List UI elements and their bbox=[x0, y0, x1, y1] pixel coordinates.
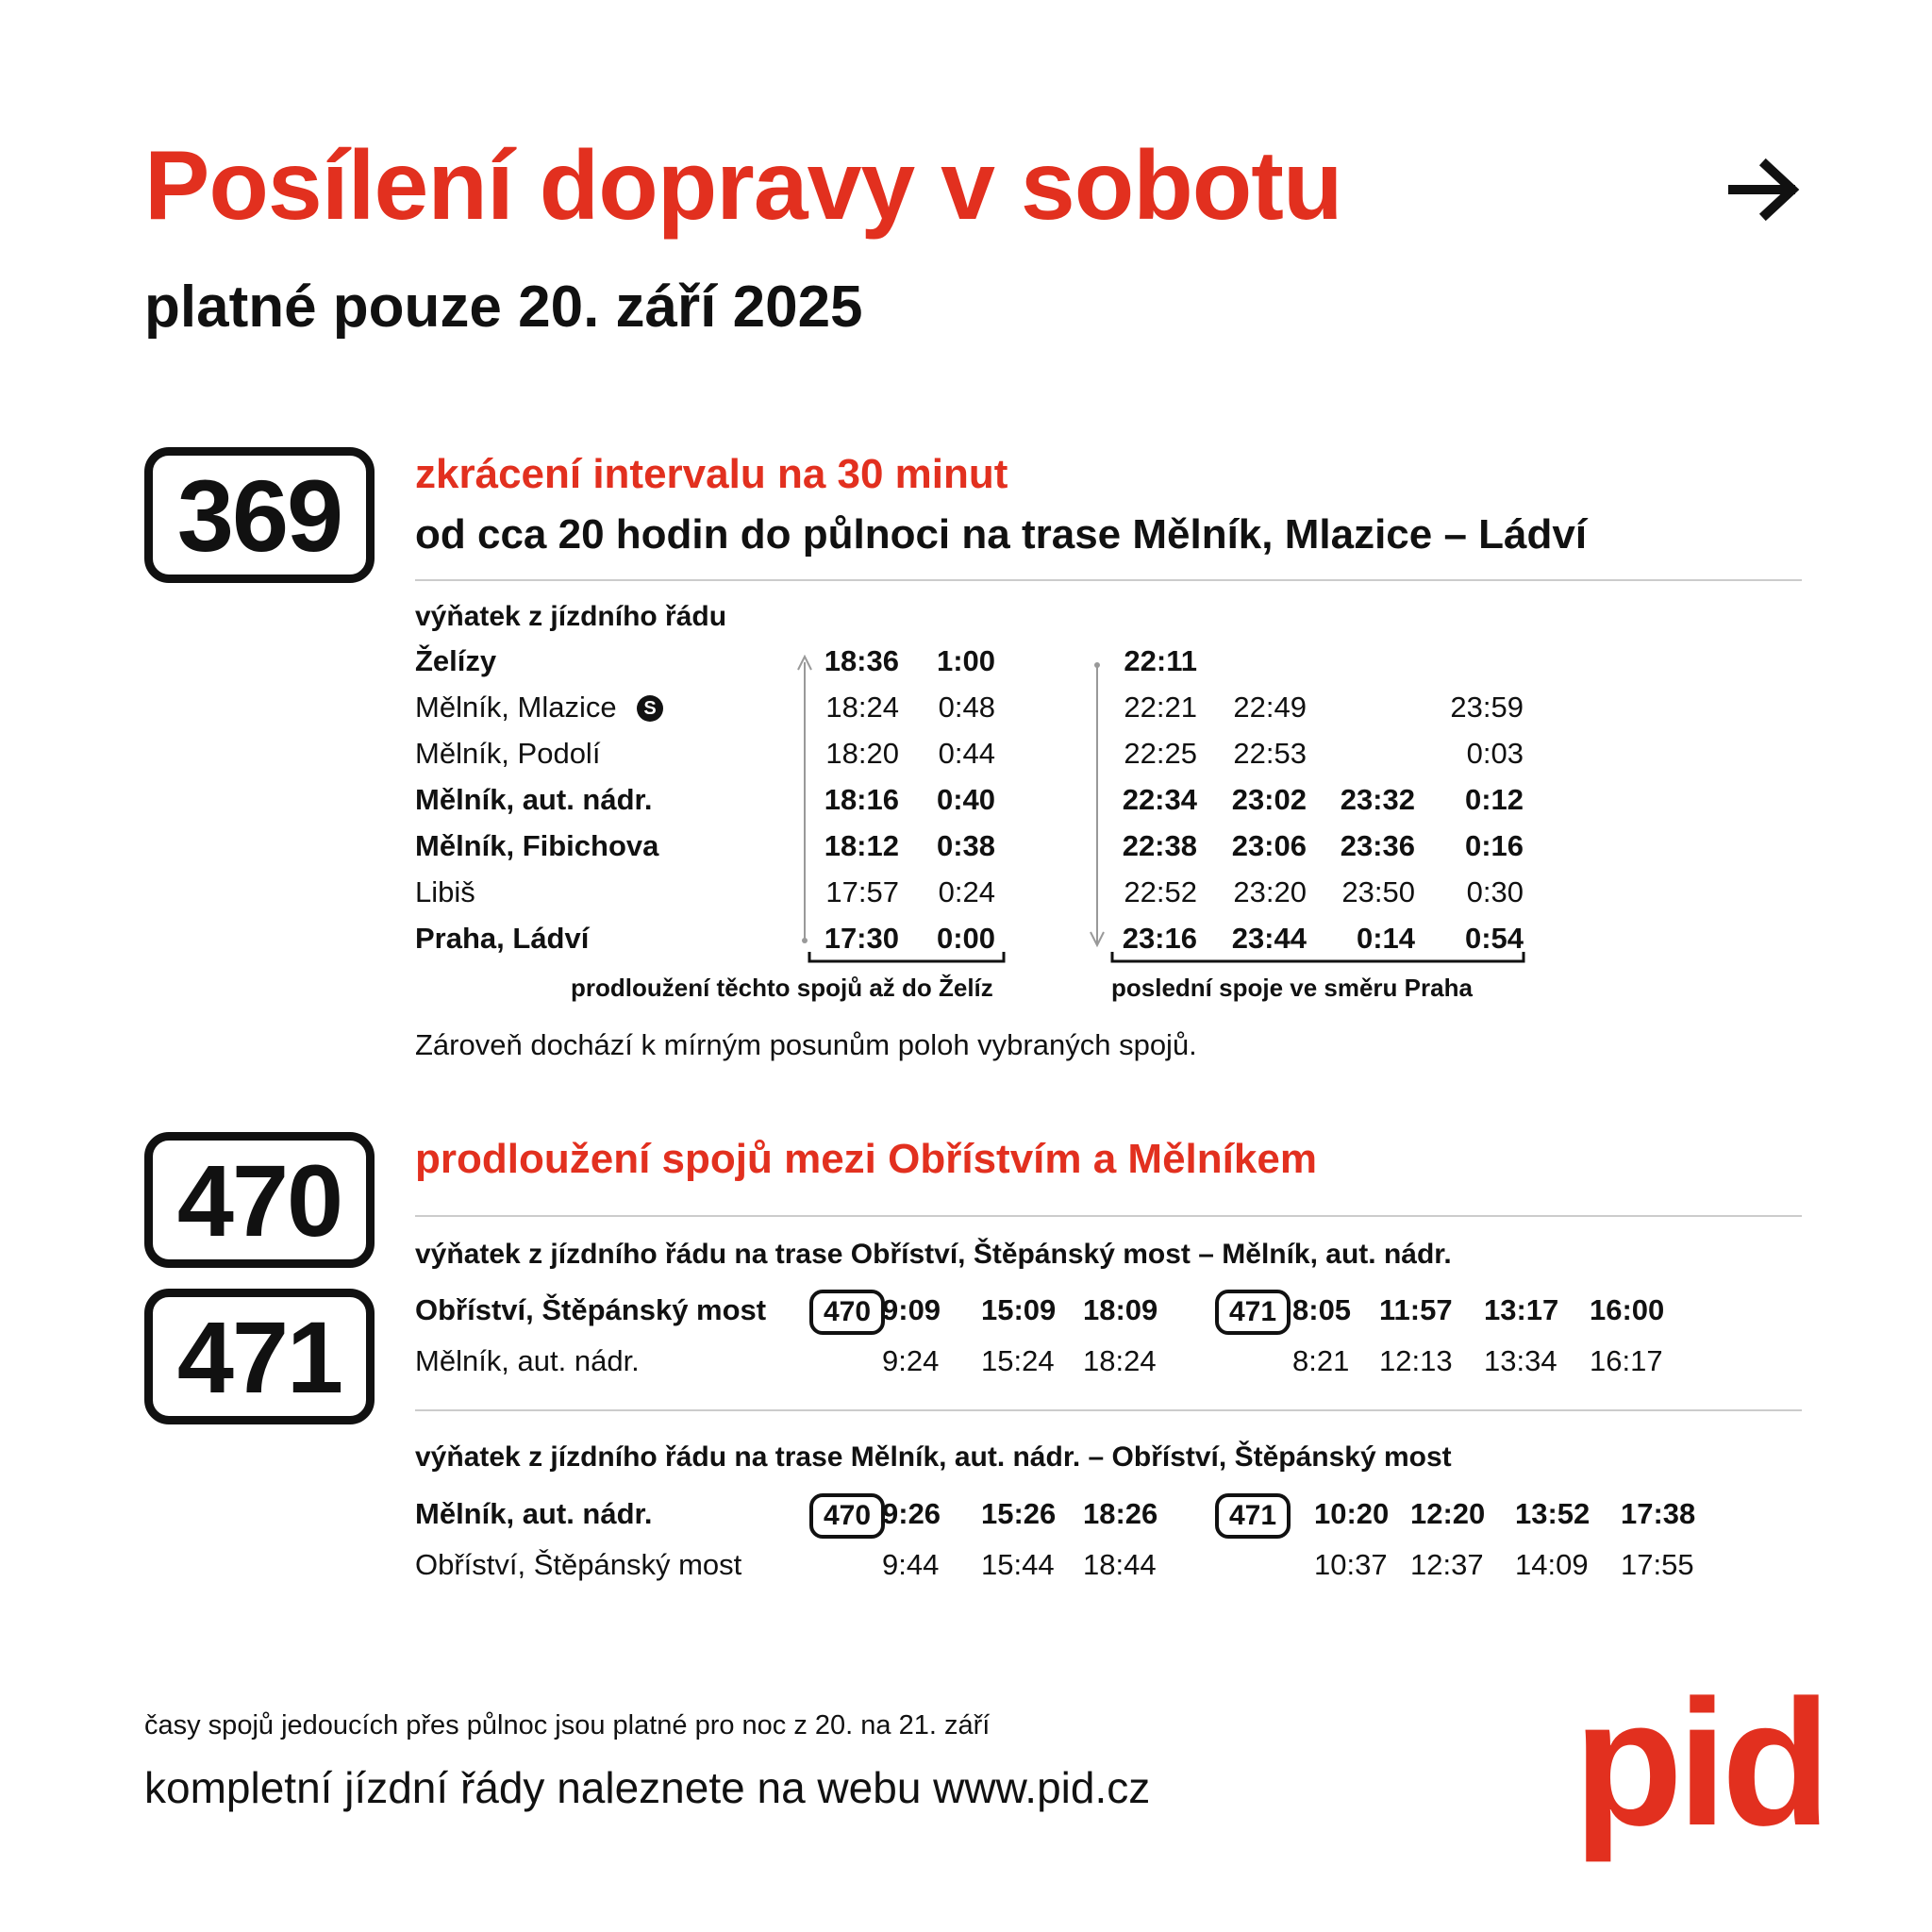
departure-time: 0:24 bbox=[938, 875, 995, 908]
departure-time: 0:48 bbox=[938, 691, 995, 724]
departure-time: 22:21 bbox=[1124, 691, 1197, 724]
departure-time: 0:03 bbox=[1466, 737, 1524, 770]
departure-time: 9:09 bbox=[882, 1293, 941, 1326]
stop-name: Mělník, aut. nádr. bbox=[415, 1344, 640, 1377]
stop-name: Obříství, Štěpánský most bbox=[415, 1293, 767, 1326]
departure-time: 18:09 bbox=[1083, 1293, 1158, 1326]
mini-badge-470: 470 bbox=[809, 1290, 885, 1335]
stop-name: Mělník, Mlazice bbox=[415, 691, 617, 724]
mini-badge-471: 471 bbox=[1215, 1290, 1291, 1335]
departure-time: 8:21 bbox=[1292, 1344, 1350, 1377]
mini-badge-471: 471 bbox=[1215, 1493, 1291, 1539]
departure-time: 22:25 bbox=[1124, 737, 1197, 770]
departure-time: 22:38 bbox=[1122, 829, 1197, 862]
departure-time: 18:20 bbox=[825, 737, 899, 770]
departure-time: 18:26 bbox=[1083, 1497, 1158, 1530]
excerpt-label: výňatek z jízdního řádu na trase Mělník, aut. nádr. – Obříství, Štěpánský most bbox=[415, 1441, 1452, 1473]
departure-time: 0:54 bbox=[1464, 922, 1524, 955]
note-right: poslední spoje ve směru Praha bbox=[1111, 974, 1473, 1002]
departure-time: 23:32 bbox=[1340, 783, 1415, 816]
departure-time: 1:00 bbox=[936, 644, 995, 677]
divider bbox=[415, 579, 1802, 581]
stop-name: Obříství, Štěpánský most bbox=[415, 1548, 742, 1581]
departure-time: 18:44 bbox=[1083, 1548, 1157, 1581]
route-badge-369: 369 bbox=[144, 447, 375, 583]
right-arrow-icon[interactable] bbox=[1728, 153, 1802, 226]
divider bbox=[415, 1409, 1802, 1411]
departure-time: 17:57 bbox=[825, 875, 899, 908]
note-left: prodloužení těchto spojů až do Želíz bbox=[571, 974, 993, 1002]
departure-time: 11:57 bbox=[1379, 1293, 1453, 1326]
departure-time: 18:16 bbox=[824, 783, 899, 816]
excerpt-label: výňatek z jízdního řádu na trase Obříství, Štěpánský most – Mělník, aut. nádr. bbox=[415, 1239, 1452, 1270]
departure-time: 22:34 bbox=[1122, 783, 1197, 816]
departure-time: 23:44 bbox=[1231, 922, 1307, 955]
departure-time: 16:17 bbox=[1590, 1344, 1663, 1377]
excerpt-label: výňatek z jízdního řádu bbox=[415, 601, 727, 632]
departure-time: 0:14 bbox=[1356, 922, 1415, 955]
page-subtitle: platné pouze 20. září 2025 bbox=[144, 275, 863, 340]
departure-time: 8:05 bbox=[1292, 1293, 1352, 1326]
departure-time: 23:02 bbox=[1231, 783, 1307, 816]
departure-time: 12:37 bbox=[1410, 1548, 1484, 1581]
departure-time: 17:38 bbox=[1621, 1497, 1696, 1530]
departure-time: 15:09 bbox=[981, 1293, 1057, 1326]
train-s-icon: S bbox=[637, 695, 663, 722]
departure-time: 0:40 bbox=[936, 783, 995, 816]
shift-note: Zároveň dochází k mírným posunům poloh vybraných spojů. bbox=[415, 1028, 1197, 1061]
departure-time: 10:20 bbox=[1314, 1497, 1390, 1530]
departure-time: 0:30 bbox=[1466, 875, 1524, 908]
page-title: Posílení dopravy v sobotu bbox=[144, 131, 1342, 241]
route-badge-470: 470 bbox=[144, 1132, 375, 1268]
stop-name: Praha, Ládví bbox=[415, 922, 590, 955]
departure-time: 23:59 bbox=[1450, 691, 1524, 724]
section-369-subheading: od cca 20 hodin do půlnoci na trase Mělník, Mlazice – Ládví bbox=[415, 511, 1588, 558]
departure-time: 18:36 bbox=[824, 644, 899, 677]
stop-name: Libiš bbox=[415, 875, 475, 908]
departure-time: 10:37 bbox=[1314, 1548, 1388, 1581]
departure-time: 0:38 bbox=[936, 829, 995, 862]
stop-name: Mělník, Fibichova bbox=[415, 829, 659, 862]
departure-time: 9:44 bbox=[882, 1548, 940, 1581]
bracket bbox=[808, 950, 1008, 965]
down-arrow-icon bbox=[1088, 651, 1107, 953]
footer-note: časy spojů jedoucích přes půlnoc jsou platné pro noc z 20. na 21. září bbox=[144, 1710, 991, 1740]
route-badge-471: 471 bbox=[144, 1289, 375, 1424]
divider bbox=[415, 1215, 1802, 1217]
departure-time: 22:53 bbox=[1233, 737, 1307, 770]
up-arrow-icon bbox=[795, 651, 814, 953]
stop-name: Mělník, aut. nádr. bbox=[415, 1497, 653, 1530]
departure-time: 23:20 bbox=[1233, 875, 1307, 908]
departure-time: 23:36 bbox=[1340, 829, 1415, 862]
departure-time: 0:16 bbox=[1464, 829, 1524, 862]
section-470-heading: prodloužení spojů mezi Obřístvím a Mělníkem bbox=[415, 1136, 1317, 1182]
departure-time: 15:24 bbox=[981, 1344, 1055, 1377]
departure-time: 17:55 bbox=[1621, 1548, 1694, 1581]
stop-name: Želízy bbox=[415, 644, 497, 677]
departure-time: 22:11 bbox=[1124, 644, 1197, 677]
stop-name: Mělník, Podolí bbox=[415, 737, 601, 770]
departure-time: 23:06 bbox=[1231, 829, 1307, 862]
departure-time: 0:44 bbox=[938, 737, 995, 770]
departure-time: 0:00 bbox=[936, 922, 995, 955]
departure-time: 12:20 bbox=[1410, 1497, 1486, 1530]
departure-time: 13:17 bbox=[1484, 1293, 1559, 1326]
departure-time: 12:13 bbox=[1379, 1344, 1453, 1377]
departure-time: 18:12 bbox=[824, 829, 899, 862]
departure-time: 14:09 bbox=[1515, 1548, 1589, 1581]
section-369-heading: zkrácení intervalu na 30 minut bbox=[415, 451, 1008, 497]
departure-time: 13:34 bbox=[1484, 1344, 1557, 1377]
departure-time: 0:12 bbox=[1464, 783, 1524, 816]
departure-time: 13:52 bbox=[1515, 1497, 1591, 1530]
footer-web-link[interactable]: kompletní jízdní řády naleznete na webu www.pid.cz bbox=[144, 1763, 1151, 1812]
departure-time: 9:24 bbox=[882, 1344, 940, 1377]
bracket bbox=[1110, 950, 1527, 965]
departure-time: 22:52 bbox=[1124, 875, 1197, 908]
mini-badge-470: 470 bbox=[809, 1493, 885, 1539]
departure-time: 22:49 bbox=[1233, 691, 1307, 724]
departure-time: 17:30 bbox=[824, 922, 899, 955]
departure-time: 16:00 bbox=[1590, 1293, 1665, 1326]
departure-time: 18:24 bbox=[1083, 1344, 1157, 1377]
departure-time: 15:44 bbox=[981, 1548, 1055, 1581]
departure-time: 9:26 bbox=[882, 1497, 941, 1530]
departure-time: 18:24 bbox=[825, 691, 899, 724]
pid-logo: pid bbox=[1574, 1663, 1825, 1863]
departure-time: 15:26 bbox=[981, 1497, 1057, 1530]
stop-name: Mělník, aut. nádr. bbox=[415, 783, 653, 816]
departure-time: 23:16 bbox=[1122, 922, 1197, 955]
departure-time: 23:50 bbox=[1341, 875, 1415, 908]
